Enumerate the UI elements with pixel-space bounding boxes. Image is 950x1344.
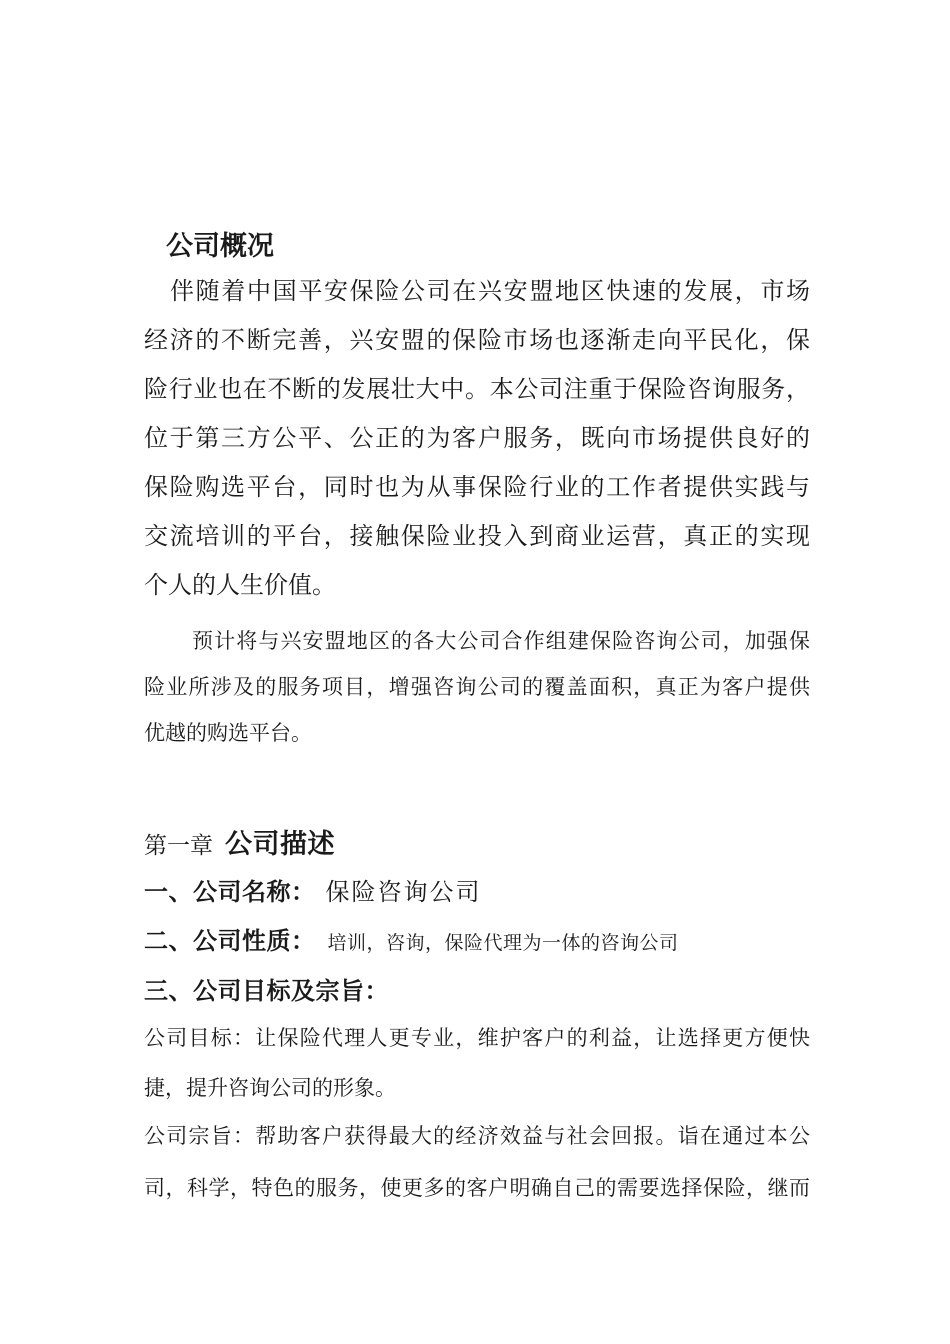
text-line: 优越的购选平台。 [144, 721, 312, 745]
item-label: 二、公司性质： [144, 929, 316, 955]
item-label: 三、公司目标及宗旨： [144, 979, 389, 1005]
item-company-name [144, 872, 482, 907]
item-value: 培训，咨询，保险代理为一体的咨询公司 [327, 933, 679, 954]
text-line: 捷，提升咨询公司的形象。 [144, 1076, 396, 1100]
chapter-heading [144, 822, 335, 861]
item-company-goal-heading [144, 971, 389, 1006]
chapter-number: 第一章 [144, 833, 213, 858]
overview-heading: 公司概况 [166, 231, 274, 261]
text-line: 个人的人生价值。 [144, 573, 336, 599]
text-line: 伴随着中国平安保险公司在兴安盟地区快速的发展，市场 [170, 279, 810, 305]
chapter-title: 公司描述 [225, 829, 335, 859]
text-line: 公司目标：让保险代理人更专业，维护客户的利益，让选择更方便快 [144, 1026, 810, 1050]
text-line: 险业所涉及的服务项目，增强咨询公司的覆盖面积，真正为客户提供 [144, 675, 810, 699]
overview-paragraph-1 [144, 268, 810, 611]
text-line: 经济的不断完善，兴安盟的保险市场也逐渐走向平民化，保 [144, 328, 810, 354]
text-line: 保险购选平台，同时也为从事保险行业的工作者提供实践与 [144, 475, 810, 501]
item-label: 一、公司名称： [144, 880, 316, 906]
item-value: 保险咨询公司 [325, 880, 482, 906]
text-line: 司，科学，特色的服务，使更多的客户明确自己的需要选择保险，继而 [144, 1176, 810, 1200]
text-line: 位于第三方公平、公正的为客户服务，既向市场提供良好的 [144, 426, 810, 452]
purpose-paragraph [144, 1110, 810, 1214]
overview-paragraph-2 [144, 618, 810, 756]
item-company-nature [144, 921, 679, 956]
text-line: 险行业也在不断的发展壮大中。本公司注重于保险咨询服务， [144, 377, 810, 403]
text-line: 预计将与兴安盟地区的各大公司合作组建保险咨询公司，加强保 [192, 629, 810, 653]
text-line: 公司宗旨：帮助客户获得最大的经济效益与社会回报。诣在通过本公 [144, 1124, 810, 1148]
goal-paragraph [144, 1013, 810, 1113]
text-line: 交流培训的平台，接触保险业投入到商业运营，真正的实现 [144, 524, 810, 550]
